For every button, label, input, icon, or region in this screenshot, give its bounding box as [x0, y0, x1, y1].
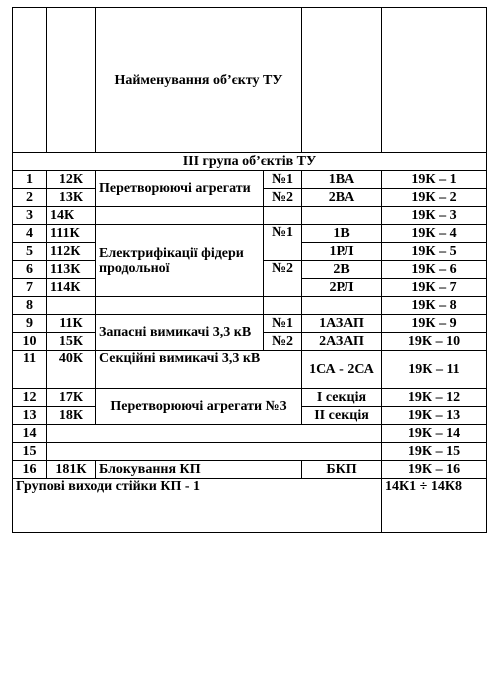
cell-sub: №2 — [264, 333, 302, 351]
footer-label: Групові виходи стійки КП - 1 — [13, 479, 382, 533]
cell-number: 10 — [13, 333, 47, 351]
cell-column: 15К — [47, 333, 96, 351]
cell-name — [96, 297, 264, 315]
cell-output: 19К – 3 — [382, 207, 487, 225]
cell-output: 19К – 5 — [382, 243, 487, 261]
cell-output: 19К – 15 — [382, 443, 487, 461]
cell-sub: №1 — [264, 315, 302, 333]
cell-number: 4 — [13, 225, 47, 243]
cell-number: 8 — [13, 297, 47, 315]
cell-column: 112К — [47, 243, 96, 261]
cell-designation: 1СА - 2СА — [302, 351, 382, 389]
cell-designation: 2АЗАП — [302, 333, 382, 351]
cell-number: 1 — [13, 171, 47, 189]
group-title-row — [13, 153, 487, 171]
cell-number: 5 — [13, 243, 47, 261]
header-group-number — [13, 8, 47, 153]
cell-designation — [302, 207, 382, 225]
cell-number: 13 — [13, 407, 47, 425]
cell-column — [47, 297, 96, 315]
cell-output: 19К – 6 — [382, 261, 487, 279]
cell-number: 11 — [13, 351, 47, 389]
cell-name: Запасні вимикачі 3,3 кВ — [96, 315, 264, 351]
cell-empty — [47, 443, 382, 461]
header-outputs — [382, 8, 487, 153]
footer-value: 14К1 ÷ 14К8 — [382, 479, 487, 533]
cell-column: 11К — [47, 315, 96, 333]
footer-row — [13, 479, 487, 533]
cell-sub — [264, 207, 302, 225]
cell-output: 19К – 13 — [382, 407, 487, 425]
cell-number: 14 — [13, 425, 47, 443]
header-object-name: Найменування об’єкту ТУ — [96, 8, 302, 153]
cell-name — [96, 207, 264, 225]
cell-output: 19К – 4 — [382, 225, 487, 243]
header-designation — [302, 8, 382, 153]
cell-column: 13К — [47, 189, 96, 207]
objects-table — [12, 7, 487, 533]
table-row — [13, 297, 487, 315]
cell-name: Секційні вимикачі 3,3 кВ — [96, 351, 302, 389]
cell-sub — [264, 297, 302, 315]
cell-name: Електрифікації фідери продольної — [96, 225, 264, 297]
cell-number: 16 — [13, 461, 47, 479]
cell-number: 6 — [13, 261, 47, 279]
cell-output: 19К – 7 — [382, 279, 487, 297]
cell-designation: 2В — [302, 261, 382, 279]
table-row — [13, 207, 487, 225]
cell-name: Блокування КП — [96, 461, 302, 479]
cell-output: 19К – 11 — [382, 351, 487, 389]
group-title: III група об’єктів ТУ — [13, 153, 487, 171]
header-row — [13, 8, 487, 153]
cell-sub: №2 — [264, 261, 302, 297]
cell-column: 111К — [47, 225, 96, 243]
cell-name: Перетворюючі агрегати №3 — [96, 389, 302, 425]
cell-designation: 1ВА — [302, 171, 382, 189]
cell-output: 19К – 14 — [382, 425, 487, 443]
table-row — [13, 171, 487, 189]
table-row — [13, 461, 487, 479]
cell-output: 19К – 16 — [382, 461, 487, 479]
cell-output: 19К – 12 — [382, 389, 487, 407]
cell-designation — [302, 297, 382, 315]
cell-designation: II секція — [302, 407, 382, 425]
cell-sub: №1 — [264, 225, 302, 261]
cell-name: Перетворюючі агрегати — [96, 171, 264, 207]
cell-number: 12 — [13, 389, 47, 407]
cell-sub: №1 — [264, 171, 302, 189]
table-row — [13, 443, 487, 461]
cell-output: 19К – 2 — [382, 189, 487, 207]
cell-number: 9 — [13, 315, 47, 333]
cell-number: 7 — [13, 279, 47, 297]
cell-designation: I секція — [302, 389, 382, 407]
cell-number: 15 — [13, 443, 47, 461]
cell-designation: БКП — [302, 461, 382, 479]
table-row — [13, 425, 487, 443]
cell-sub: №2 — [264, 189, 302, 207]
cell-number: 2 — [13, 189, 47, 207]
table-row — [13, 315, 487, 333]
cell-empty — [47, 425, 382, 443]
cell-column: 181К — [47, 461, 96, 479]
cell-designation: 1РЛ — [302, 243, 382, 261]
cell-column: 114К — [47, 279, 96, 297]
cell-column: 40К — [47, 351, 96, 389]
cell-column: 14К — [47, 207, 96, 225]
cell-column: 18К — [47, 407, 96, 425]
cell-column: 12К — [47, 171, 96, 189]
cell-output: 19К – 10 — [382, 333, 487, 351]
cell-designation: 2ВА — [302, 189, 382, 207]
table-row — [13, 389, 487, 407]
cell-column: 17К — [47, 389, 96, 407]
cell-output: 19К – 9 — [382, 315, 487, 333]
cell-designation: 1АЗАП — [302, 315, 382, 333]
table-row — [13, 351, 487, 389]
cell-designation: 2РЛ — [302, 279, 382, 297]
cell-column: 113К — [47, 261, 96, 279]
cell-number: 3 — [13, 207, 47, 225]
cell-output: 19К – 8 — [382, 297, 487, 315]
header-column-number — [47, 8, 96, 153]
cell-output: 19К – 1 — [382, 171, 487, 189]
cell-designation: 1В — [302, 225, 382, 243]
table-row — [13, 225, 487, 243]
